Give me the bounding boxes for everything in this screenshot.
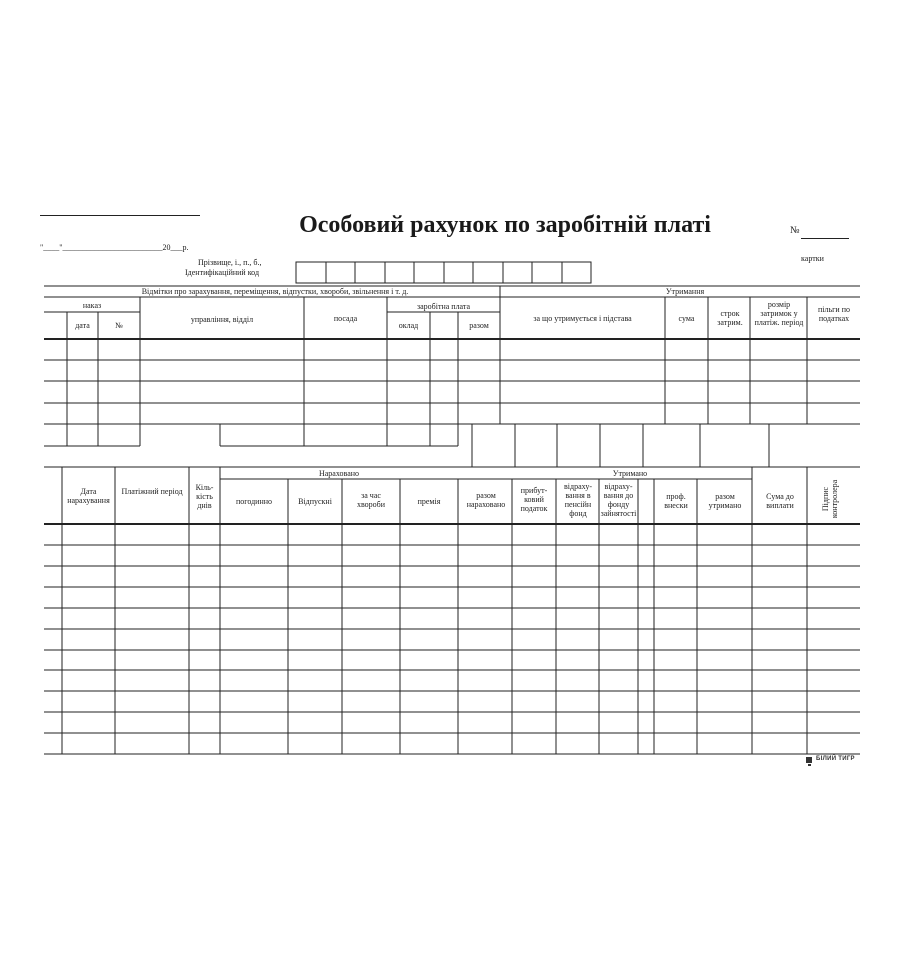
col-employment: відраху- вання до фонду зайнятості — [600, 482, 637, 518]
number-label: № — [790, 225, 800, 236]
col-controller: Підпис контролера — [821, 479, 839, 519]
col-number: № — [115, 321, 123, 330]
card-label: картки — [801, 254, 824, 263]
logo-icon — [806, 757, 812, 766]
col-benefits: пільги по податках — [818, 305, 850, 323]
name-label: Прізвище, і., п., б., — [198, 258, 262, 267]
col-salary-rate: оклад — [398, 321, 419, 330]
col-accrual-date: Дата нарахування — [67, 487, 110, 505]
col-total-accrued: разом нараховано — [466, 491, 506, 509]
col-deduction-basis: за що утримується і підстава — [533, 314, 632, 323]
col-hourly: погодинно — [235, 497, 273, 506]
group-marks-header: Відмітки про зарахування, переміщення, відпустки, хвороби, звільнення і т. д. — [141, 287, 409, 296]
col-sick: за час хвороби — [356, 491, 386, 509]
col-date: дата — [75, 321, 90, 330]
publisher-logo: БІЛИЙ ТИГР — [816, 756, 855, 762]
col-pension: відраху- вання в пенсійн фонд — [564, 482, 592, 518]
group-deductions-header: Утримання — [665, 287, 705, 296]
col-salary-total: разом — [469, 321, 489, 330]
col-department: управління, відділ — [190, 315, 254, 324]
col-days: Кіль- кість днів — [195, 483, 214, 510]
col-payout: Сума до виплати — [766, 492, 794, 510]
col-bonus: премія — [417, 497, 441, 506]
col-salary-group: заробітна плата — [416, 302, 471, 311]
withheld-group-header: Утримано — [612, 469, 648, 478]
id-label: Ідентифікаційний код — [185, 268, 260, 277]
col-term: строк затрим. — [717, 309, 743, 327]
col-pay-period: Платіжний період — [121, 487, 183, 496]
accrued-group-header: Нараховано — [318, 469, 360, 478]
col-total-withheld: разом утримано — [708, 492, 742, 510]
col-sum: сума — [678, 314, 695, 323]
col-income-tax: прибут- ковий податок — [520, 486, 548, 513]
col-size: розмір затримок у платіж. період — [754, 300, 804, 327]
page-title: Особовий рахунок по заробітній платі — [299, 212, 711, 238]
date-field[interactable]: "____"_________________________20___р. — [40, 243, 189, 252]
col-vacation: Відпускні — [298, 497, 332, 506]
col-order: наказ — [82, 301, 102, 310]
col-union: проф. внески — [664, 492, 688, 510]
col-position: посада — [333, 314, 358, 323]
